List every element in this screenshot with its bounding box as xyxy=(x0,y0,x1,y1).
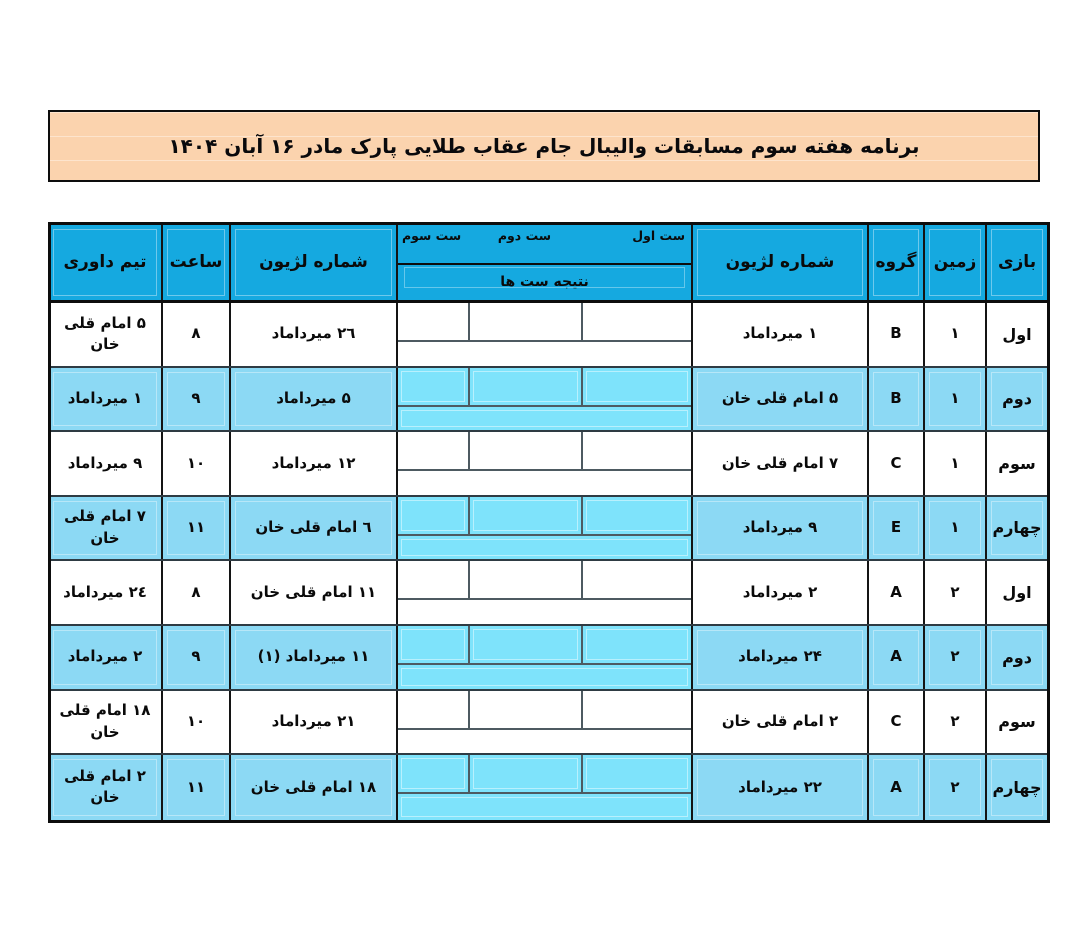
group-cell: C xyxy=(867,691,923,754)
table-row xyxy=(51,561,1047,626)
header-set-labels xyxy=(398,225,691,265)
game-cell: سوم xyxy=(985,432,1047,495)
table-body xyxy=(51,303,1047,820)
set1-score-cell xyxy=(581,368,691,407)
header-sets-result: نتیجه ست ها xyxy=(398,265,691,300)
set3-score-cell xyxy=(398,497,468,536)
referee-cell: ۲ میرداماد xyxy=(49,626,161,689)
court-cell: ۱ xyxy=(923,303,985,366)
schedule-table xyxy=(48,222,1050,823)
table-row xyxy=(51,432,1047,497)
sets-result-cell xyxy=(398,665,691,689)
court-cell: ۲ xyxy=(923,561,985,624)
header-referee: تیم داوری xyxy=(49,225,161,300)
referee-cell: ۲٤ میرداماد xyxy=(63,582,147,601)
game-cell: چهارم xyxy=(985,497,1047,560)
set3-score-cell xyxy=(398,303,468,342)
time-cell: ٨ xyxy=(161,561,229,624)
legion-left-cell: ۱۱ میرداماد (۱) xyxy=(229,626,396,689)
court-cell: ۱ xyxy=(923,432,985,495)
set3-score-cell xyxy=(398,691,468,730)
set2-score-cell xyxy=(468,561,581,600)
header-game: بازی xyxy=(985,225,1047,300)
header-group: گروه xyxy=(867,225,923,300)
header-set3: ست سوم xyxy=(402,228,462,243)
set3-score-cell xyxy=(398,755,468,794)
sets-result-cell xyxy=(398,600,691,624)
legion-right-cell: ۲ امام قلی خان xyxy=(691,691,867,754)
set-score-boxes xyxy=(398,497,691,536)
sets-result-cell xyxy=(398,794,691,820)
legion-right-cell: ۲ میرداماد xyxy=(691,561,867,624)
table-row xyxy=(51,368,1047,433)
court-cell: ۲ xyxy=(923,626,985,689)
legion-right-cell: ۲۴ میرداماد xyxy=(691,626,867,689)
sets-cell xyxy=(396,368,691,431)
sets-cell xyxy=(396,432,691,495)
sets-cell xyxy=(396,561,691,624)
set1-score-cell xyxy=(581,691,691,730)
legion-right-cell: ۱ میرداماد xyxy=(691,303,867,366)
sets-cell xyxy=(396,303,691,366)
group-cell: A xyxy=(867,561,923,624)
group-cell: A xyxy=(867,755,923,820)
legion-left-cell: ۲٦ میرداماد xyxy=(229,303,396,366)
set-score-boxes xyxy=(398,303,691,342)
table-row xyxy=(51,626,1047,691)
header-set1: ست اول xyxy=(632,228,685,243)
set2-score-cell xyxy=(468,691,581,730)
table-row xyxy=(51,755,1047,820)
table-row xyxy=(51,497,1047,562)
referee-cell: ۹ میرداماد xyxy=(67,453,143,472)
set2-score-cell xyxy=(468,368,581,407)
referee-cell: ۵ امام قلی خان xyxy=(64,313,146,354)
title-banner xyxy=(48,110,1040,182)
page-title: برنامه هفته سوم مسابقات والیبال جام عقاب طلایی پارک مادر ۱۶ آبان ۱۴۰۴ xyxy=(168,134,920,158)
header-sets-section xyxy=(396,225,691,300)
time-cell: ۹ xyxy=(161,368,229,431)
court-cell: ۱ xyxy=(923,497,985,560)
time-cell: ۱۰ xyxy=(161,691,229,754)
legion-left-cell: ۲۱ میرداماد xyxy=(229,691,396,754)
set1-score-cell xyxy=(581,497,691,536)
set2-score-cell xyxy=(468,497,581,536)
set1-score-cell xyxy=(581,303,691,342)
sets-cell xyxy=(396,691,691,754)
header-set2: ست دوم xyxy=(497,228,552,243)
referee-cell: ۷ امام قلی خان xyxy=(49,497,161,560)
sets-cell xyxy=(396,497,691,560)
legion-right-cell: ۵ امام قلی خان xyxy=(691,368,867,431)
time-cell: ٨ xyxy=(161,303,229,366)
time-cell: ۱۱ xyxy=(161,497,229,560)
sets-result-cell xyxy=(398,536,691,560)
set-score-boxes xyxy=(398,626,691,665)
set-score-boxes xyxy=(398,432,691,471)
legion-left-cell: ۵ میرداماد xyxy=(229,368,396,431)
legion-left-cell: ٦ امام قلی خان xyxy=(229,497,396,560)
set-score-boxes xyxy=(398,691,691,730)
game-cell: چهارم xyxy=(985,755,1047,820)
table-row xyxy=(51,691,1047,756)
group-cell: B xyxy=(867,303,923,366)
time-cell: ۹ xyxy=(161,626,229,689)
time-cell: ۱۰ xyxy=(161,432,229,495)
legion-left-cell: ۱۱ امام قلی خان xyxy=(229,561,396,624)
legion-left-cell: ۱۲ میرداماد xyxy=(229,432,396,495)
set3-score-cell xyxy=(398,561,468,600)
table-header-row xyxy=(51,225,1047,303)
set1-score-cell xyxy=(581,755,691,794)
set1-score-cell xyxy=(581,626,691,665)
header-legion-right: شماره لژیون xyxy=(691,225,867,300)
game-cell: اول xyxy=(985,303,1047,366)
set-score-boxes xyxy=(398,561,691,600)
referee-cell: ۱۸ امام قلی خان xyxy=(59,701,151,741)
court-cell: ۱ xyxy=(923,368,985,431)
court-cell: ۲ xyxy=(923,755,985,820)
legion-right-cell: ۹ میرداماد xyxy=(691,497,867,560)
time-cell: ۱۱ xyxy=(161,755,229,820)
referee-cell: ۱ میرداماد xyxy=(49,368,161,431)
game-cell: اول xyxy=(985,561,1047,624)
game-cell: سوم xyxy=(985,691,1047,754)
legion-left-cell: ۱۸ امام قلی خان xyxy=(229,755,396,820)
set1-score-cell xyxy=(581,432,691,471)
sets-cell xyxy=(396,626,691,689)
sets-result-cell xyxy=(398,730,691,754)
header-legion-left: شماره لژیون xyxy=(229,225,396,300)
set3-score-cell xyxy=(398,368,468,407)
referee-cell: ۲ امام قلی خان xyxy=(49,755,161,820)
group-cell: E xyxy=(867,497,923,560)
header-court: زمین xyxy=(923,225,985,300)
group-cell: A xyxy=(867,626,923,689)
set3-score-cell xyxy=(398,432,468,471)
sets-cell xyxy=(396,755,691,820)
sets-result-cell xyxy=(398,471,691,495)
set1-score-cell xyxy=(581,561,691,600)
legion-right-cell: ۷ امام قلی خان xyxy=(691,432,867,495)
set-score-boxes xyxy=(398,755,691,794)
game-cell: دوم xyxy=(985,368,1047,431)
group-cell: B xyxy=(867,368,923,431)
set2-score-cell xyxy=(468,755,581,794)
set3-score-cell xyxy=(398,626,468,665)
group-cell: C xyxy=(867,432,923,495)
sets-result-cell xyxy=(398,342,691,366)
set2-score-cell xyxy=(468,432,581,471)
table-row xyxy=(51,303,1047,368)
set2-score-cell xyxy=(468,303,581,342)
header-time: ساعت xyxy=(161,225,229,300)
set-score-boxes xyxy=(398,368,691,407)
legion-right-cell: ۲۲ میرداماد xyxy=(691,755,867,820)
court-cell: ۲ xyxy=(923,691,985,754)
game-cell: دوم xyxy=(985,626,1047,689)
sets-result-cell xyxy=(398,407,691,431)
set2-score-cell xyxy=(468,626,581,665)
